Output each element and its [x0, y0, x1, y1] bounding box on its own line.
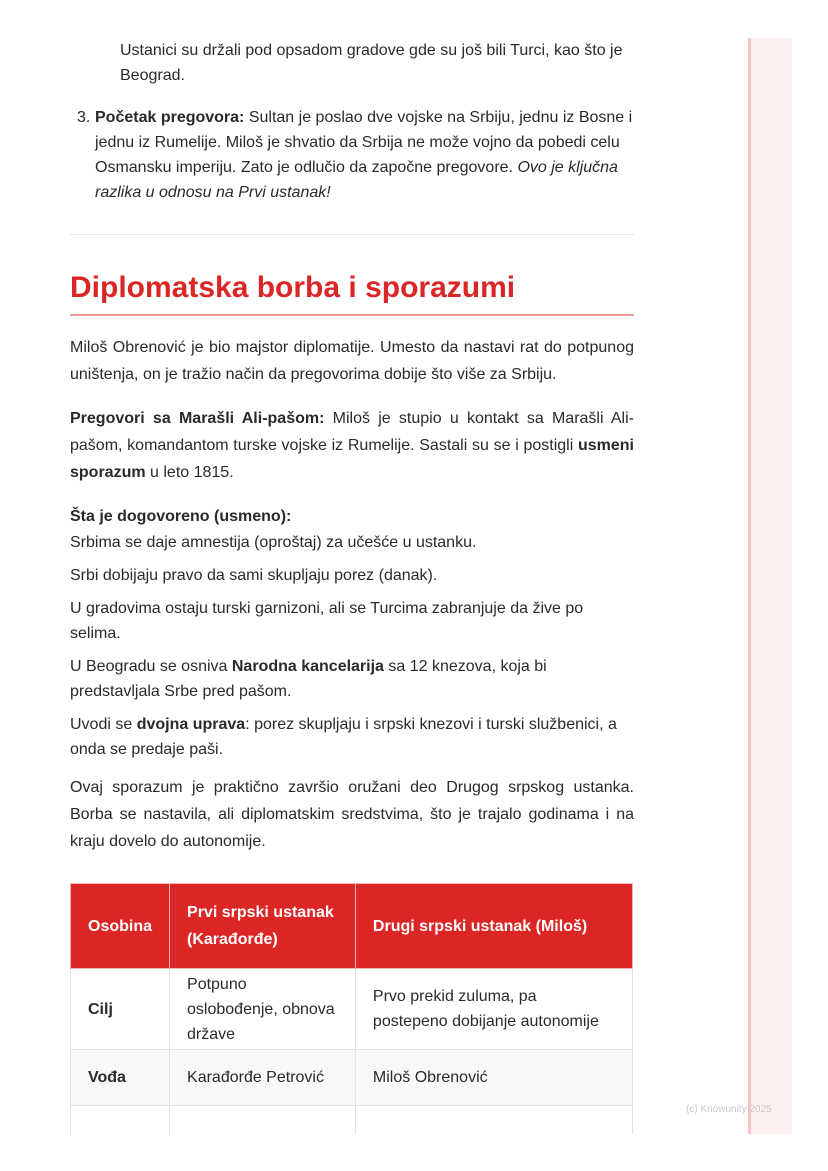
table-header-cell: Drugi srpski ustanak (Miloš) [355, 884, 632, 969]
divider [70, 234, 634, 235]
item-text: Sultan je poslao dve vojske na Srbiju, jednu iz Bosne i jednu iz Rumelije. Miloš je shvatio da Srbija ne može vojno da pobedi celu Osmansku imperiju. Zato je odlučio da započne pregovore. [95, 109, 633, 176]
list-heading: Šta je dogovoreno (usmeno): [70, 508, 292, 525]
table-row [71, 969, 633, 1050]
item-emphasis: Ovo je ključna razlika u odnosu na Prvi ustanak! [95, 159, 618, 201]
paragraph-bold-term: usmeni sporazum [70, 437, 634, 481]
list-item: U Beogradu se osniva Narodna kancelarija sa 12 knezova, koja bi predstavljala Srbe pred pašom. [70, 654, 634, 704]
comparison-table [70, 883, 633, 1134]
list-item: Ustanici su držali pod opsadom gradove gde su još bili Turci, kao što je Beograd. [70, 38, 634, 88]
list-item: U gradovima ostaju turski garnizoni, ali se Turcima zabranjuje da žive po selima. [70, 596, 634, 646]
agreement-list [70, 530, 634, 762]
table-cell [355, 1106, 632, 1135]
table-cell: Vođa [71, 1050, 170, 1106]
table-header-cell: Prvi srpski ustanak (Karađorđe) [170, 884, 356, 969]
table-row [71, 1050, 633, 1106]
table-cell: Miloš Obrenović [355, 1050, 632, 1106]
table-cell: Prvo prekid zuluma, pa postepeno dobijanje autonomije [355, 969, 632, 1050]
intro-bullet-list [70, 38, 634, 88]
paragraph-negotiations: Pregovori sa Marašli Ali-pašom: Miloš je stupio u kontakt sa Marašli Ali-pašom, komandantom turske vojske iz Rumelije. Sastali su se i postigli usmeni sporazum u leto 1815. [70, 410, 634, 481]
list-item: Srbima se daje amnestija (oproštaj) za učešće u ustanku. [70, 530, 634, 555]
list-item: Uvodi se dvojna uprava: porez skupljaju i srpski knezovi i turski službenici, a onda se predaje paši. [70, 712, 634, 762]
table-cell: Karađorđe Petrović [170, 1050, 356, 1106]
table-cell [71, 1106, 170, 1135]
table-header-row [71, 884, 633, 969]
item-title: Početak pregovora: [95, 109, 245, 126]
table-cell [170, 1106, 356, 1135]
paragraph-bold-lead: Pregovori sa Marašli Ali-pašom: [70, 410, 325, 427]
item-number: 3. [77, 109, 91, 126]
section-heading: Diplomatska borba i sporazumi [70, 270, 634, 316]
document-content [70, 38, 634, 1134]
side-panel [749, 38, 792, 1134]
copyright-footer: (c) Knowunity 2025 [686, 1104, 772, 1115]
paragraph-intro: Miloš Obrenović je bio majstor diplomatije. Umesto da nastavi rat do potpunog uništenja, on je tražio način da pregovorima dobije što više za Srbiju. [70, 339, 634, 383]
table-cell: Potpuno oslobođenje, obnova države [170, 969, 356, 1050]
table-cell: Cilj [71, 969, 170, 1050]
list-item: Srbi dobijaju pravo da sami skupljaju porez (danak). [70, 563, 634, 588]
table-row [71, 1106, 633, 1135]
side-accent-line [748, 38, 751, 1134]
table-header-cell: Osobina [71, 884, 170, 969]
numbered-item-3 [70, 105, 634, 205]
paragraph-conclusion: Ovaj sporazum je praktično završio oružani deo Drugog srpskog ustanka. Borba se nastavila, ali diplomatskim sredstvima, što je trajalo godinama i na kraju dovelo do autonomije. [70, 779, 634, 850]
